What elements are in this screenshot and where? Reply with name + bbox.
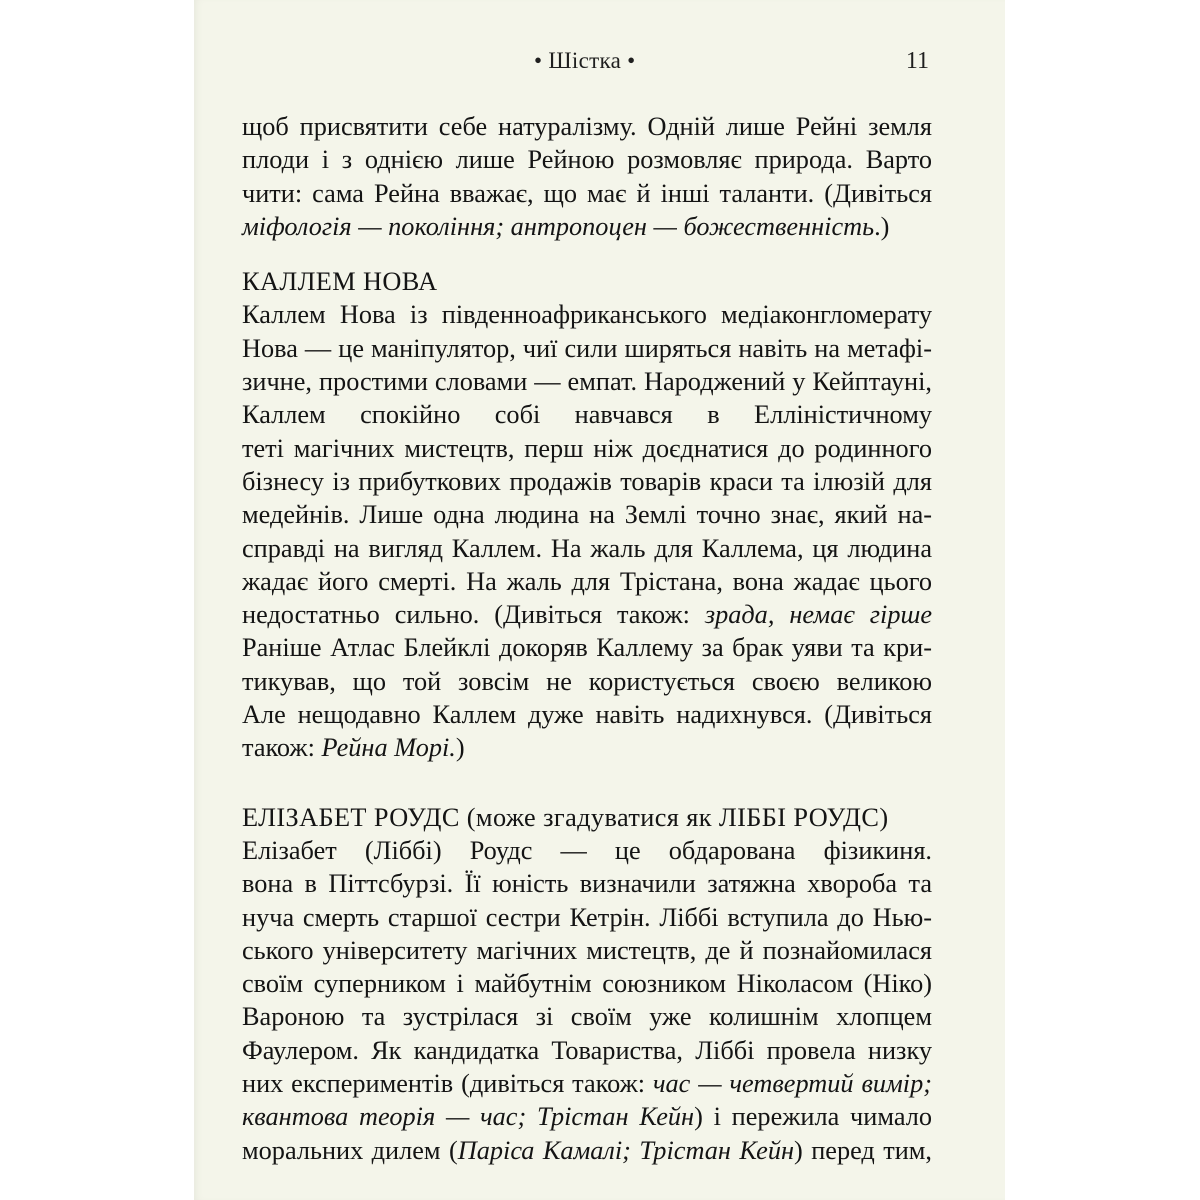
text-line — [242, 598, 932, 631]
text-span: моральних дилем ( — [242, 1135, 458, 1165]
text-line: справді на вигляд Каллем. На жаль для Каллема, ця людина — [242, 533, 932, 563]
text-line: зичне, простими словами — емпат. Народжений у Кейптауні, — [242, 367, 932, 397]
running-head: • Шістка • — [534, 48, 636, 73]
italic-span: Рейна Морі. — [321, 733, 456, 763]
text-line: нуча смерть старшої сестри Кетрін. Ліббі вступила до Нью- — [242, 902, 932, 932]
page-number: 11 — [905, 48, 929, 74]
text-line — [242, 731, 932, 764]
text-line: Каллем Нова із південноафриканського медіаконгломерату — [242, 300, 932, 330]
text-span: також: — [242, 733, 322, 763]
italic-span: Паріса Камалі; Трістан Кейн — [457, 1135, 795, 1165]
italic-span: зрада, немає гірше — [704, 600, 932, 630]
section-heading-libby: ЕЛІЗАБЕТ РОУДС (може згадуватися як ЛІББІ РОУДС) — [242, 802, 889, 832]
text-line: плоди і з однією лише Рейною розмовляє природа. Варто — [242, 145, 932, 175]
text-line: жадає його смерті. На жаль для Трістана, вона жадає цього — [242, 566, 932, 596]
text-line — [242, 1100, 932, 1133]
section-heading-callum: КАЛЛЕМ НОВА — [242, 267, 438, 297]
text-line: Фаулером. Як кандидатка Товариства, Ліббі провела низку — [242, 1035, 932, 1065]
text-line: теті магічних мистецтв, перш ніж доєднатися до родинного — [242, 433, 932, 463]
text-line: чити: сама Рейна вважає, що має й інші таланти. (Дивіться — [242, 178, 932, 208]
body-text — [242, 110, 932, 1167]
text-span: ) — [455, 733, 465, 763]
text-line: Вароною та зустрілася зі своїм уже колишнім хлопцем — [242, 1002, 932, 1032]
text-line: Елізабет (Ліббі) Роудс — це обдарована фізикиня. — [242, 835, 932, 865]
text-line: своїм суперником і майбутнім союзником Ніколасом (Ніко) — [242, 969, 932, 999]
text-line: вона в Піттсбурзі. Її юність визначили затяжна хвороба та — [242, 869, 932, 899]
spacer — [242, 243, 932, 265]
text-line — [242, 210, 932, 243]
text-span: недостатньо сильно. (Дивіться також: — [242, 600, 705, 630]
text-span: ) перед тим, — [794, 1135, 932, 1165]
text-span: них експериментів (дивіться також: — [242, 1069, 653, 1099]
text-line: бізнесу із прибуткових продажів товарів краси та ілюзій для — [242, 466, 932, 496]
text-span: ) і пережила чимало — [694, 1102, 932, 1132]
text-line: ського університету магічних мистецтв, де й познайомилася — [242, 935, 932, 965]
text-line — [242, 1067, 932, 1100]
text-line: Але нещодавно Каллем дуже навіть надихнувся. (Дивіться — [242, 700, 932, 730]
page-header — [194, 48, 1005, 78]
text-line: Каллем спокійно собі навчався в Елліністичному — [242, 400, 932, 430]
spacer — [242, 765, 932, 801]
text-line: Раніше Атлас Блейклі докоряв Каллему за брак уяви та кри- — [242, 633, 932, 663]
text-line: щоб присвятити себе натуралізму. Одній лише Рейні земля — [242, 112, 932, 141]
text-line — [242, 1134, 932, 1167]
text-span: .) — [874, 211, 890, 241]
book-page — [194, 0, 1005, 1200]
text-line: медейнів. Лише одна людина на Землі точно знає, який на- — [242, 500, 932, 530]
italic-span: час — четвертий вимір; — [652, 1069, 932, 1099]
italic-span: квантова теорія — час; Трістан Кейн — [242, 1102, 695, 1132]
italic-span: міфологія — покоління; антропоцен — божественність — [242, 211, 875, 241]
text-line: Нова — це маніпулятор, чиї сили ширяться навіть на метафі- — [242, 333, 932, 363]
text-line: тикував, що той зовсім не користується своєю великою — [242, 666, 932, 696]
